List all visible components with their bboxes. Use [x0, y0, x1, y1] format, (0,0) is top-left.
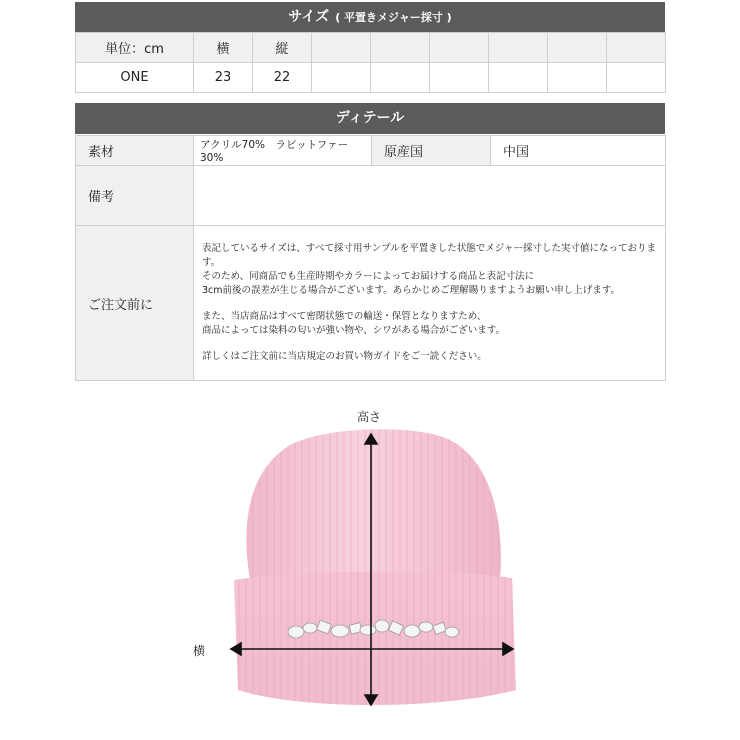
size-section-title: サイズ [288, 9, 330, 25]
beanie-illustration [0, 380, 740, 740]
size-header-cell [371, 33, 430, 63]
notice-text [194, 226, 666, 381]
detail-section-header [75, 103, 665, 134]
size-cell: ONE [76, 63, 194, 93]
notice-paragraph [202, 242, 657, 298]
origin-label: 原産国 [372, 136, 491, 166]
size-header-cell: 縦 [253, 33, 312, 63]
detail-section-title: ディテール [335, 110, 405, 126]
notice-line: また、当店商品はすべて密閉状態での輸送・保管となりますため、 [202, 311, 487, 322]
notice-paragraph [202, 350, 657, 364]
size-header-cell: 単位：cm [76, 33, 194, 63]
remarks-label: 備考 [76, 166, 194, 226]
remarks-value [194, 166, 666, 226]
size-header-cell [489, 33, 548, 63]
notice-line: 商品によっては染料の匂いが強い物や、シワがある場合がございます。 [202, 325, 506, 336]
size-section-subtitle: ( 平置きメジャー採寸 ) [335, 11, 452, 24]
detail-table [75, 135, 666, 381]
origin-value: 中国 [491, 136, 666, 166]
size-cell [489, 63, 548, 93]
detail-row-remarks [76, 166, 666, 226]
notice-label: ご注文前に [76, 226, 194, 381]
size-section-header [75, 2, 665, 32]
size-header-cell [548, 33, 607, 63]
size-header-cell [607, 33, 666, 63]
notice-line: そのため、同商品でも生産時期やカラーによってお届けする商品と表記寸法に [202, 271, 535, 282]
size-cell: 22 [253, 63, 312, 93]
material-label: 素材 [76, 136, 194, 166]
size-table-row [76, 63, 666, 93]
width-label: 横 [193, 644, 206, 658]
height-label: 高さ [357, 410, 382, 424]
notice-line: 詳しくはご注文前に当店規定のお買い物ガイドをご一読ください。 [202, 351, 487, 362]
size-table-header-row [76, 33, 666, 63]
size-cell [312, 63, 371, 93]
size-cell [371, 63, 430, 93]
size-cell [548, 63, 607, 93]
detail-row-notice [76, 226, 666, 381]
size-header-cell: 横 [194, 33, 253, 63]
detail-row-material [76, 136, 666, 166]
material-value: アクリル70% ラビットファー30% [194, 136, 372, 166]
size-table [75, 32, 666, 93]
size-cell [607, 63, 666, 93]
notice-line: 3cm前後の誤差が生じる場合がございます。あらかじめご理解賜りますようお願い申し上げます。 [202, 285, 621, 296]
size-cell [430, 63, 489, 93]
size-header-cell [430, 33, 489, 63]
size-cell: 23 [194, 63, 253, 93]
size-header-cell [312, 33, 371, 63]
divider [75, 92, 665, 93]
notice-line: 表記しているサイズは、すべて採寸用サンプルを平置きした状態でメジャー採寸した実寸値になっております。 [202, 243, 657, 268]
notice-paragraph [202, 310, 657, 338]
